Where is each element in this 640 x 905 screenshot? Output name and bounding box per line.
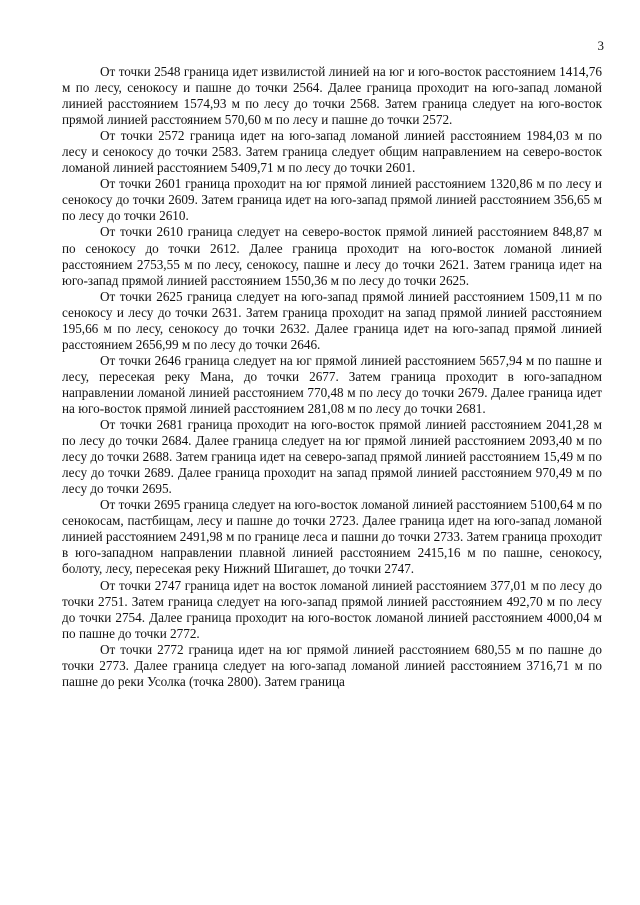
paragraph: От точки 2610 граница следует на северо-восток прямой линией расстоянием 848,87 м по сенокосу до точки 2612. Далее граница проходит на юго-восток ломаной линией расстоянием 2753,55 м по лесу, сенокосу, пашне и лесу до точки 2621. Затем граница идет на юго-запад прямой линией расстоянием 1550,36 м по лесу до точки 2625. (62, 224, 602, 288)
page-number: 3 (597, 38, 604, 53)
paragraph: От точки 2625 граница следует на юго-запад прямой линией расстоянием 1509,11 м по сенокосу и лесу до точки 2631. Затем граница проходит на запад прямой линией расстоянием 195,66 м по лесу, сенокосу до точки 2632. Далее граница идет на юго-запад прямой линией расстоянием 2656,99 м по лесу до точки 2646. (62, 288, 602, 352)
paragraph: От точки 2601 граница проходит на юг прямой линией расстоянием 1320,86 м по лесу и сенокосу до точки 2609. Затем граница идет на юго-запад прямой линией расстоянием 356,65 м по лесу до точки 2610. (62, 176, 602, 224)
paragraph: От точки 2747 граница идет на восток ломаной линией расстоянием 377,01 м по лесу до точки 2751. Затем граница следует на юго-запад прямой линией расстоянием 492,70 м по лесу до точки 2754. Далее граница проходит на юго-восток ломаной линией расстоянием 4000,04 м по пашне до точки 2772. (62, 577, 602, 641)
paragraph: От точки 2695 граница следует на юго-восток ломаной линией расстоянием 5100,64 м по сенокосам, пастбищам, лесу и пашне до точки 2723. Далее граница идет на юго-запад ломаной линией расстоянием 2491,98 м по границе леса и пашни до точки 2733. Затем граница проходит в юго-западном направлении плавной линией расстоянием 2415,16 м по пашне, сенокосу, болоту, лесу, пересекая реку Нижний Шигашет, до точки 2747. (62, 497, 602, 577)
paragraph: От точки 2548 граница идет извилистой линией на юг и юго-восток расстоянием 1414,76 м по лесу, сенокосу и пашне до точки 2564. Далее граница проходит на юго-запад ломаной линией расстоянием 1574,93 м по лесу до точки 2568. Затем граница следует на юго-восток прямой линией расстоянием 570,60 м по лесу и пашне до точки 2572. (62, 64, 602, 128)
paragraph: От точки 2646 граница следует на юг прямой линией расстоянием 5657,94 м по пашне и лесу, пересекая реку Мана, до точки 2677. Затем граница проходит в юго-западном направлении ломаной линией расстоянием 770,48 м по лесу до точки 2679. Далее граница идет на юго-восток прямой линией расстоянием 281,08 м по лесу до точки 2681. (62, 352, 602, 416)
paragraph: От точки 2572 граница идет на юго-запад ломаной линией расстоянием 1984,03 м по лесу и сенокосу до точки 2583. Затем граница следует общим направлением на северо-восток ломаной линией расстоянием 5409,71 м по лесу до точки 2601. (62, 128, 602, 176)
document-body (62, 64, 602, 690)
paragraph: От точки 2681 граница проходит на юго-восток прямой линией расстоянием 2041,28 м по лесу до точки 2684. Далее граница следует на юг прямой линией расстоянием 2093,40 м по лесу до точки 2688. Затем граница идет на северо-запад прямой линией расстоянием 15,49 м по лесу до точки 2689. Далее граница проходит на запад прямой линией расстоянием 970,49 м по лесу до точки 2695. (62, 417, 602, 497)
paragraph: От точки 2772 граница идет на юг прямой линией расстоянием 680,55 м по пашне до точки 2773. Далее граница следует на юго-запад ломаной линией расстоянием 3716,71 м по пашне до реки Усолка (точка 2800). Затем граница (62, 641, 602, 689)
